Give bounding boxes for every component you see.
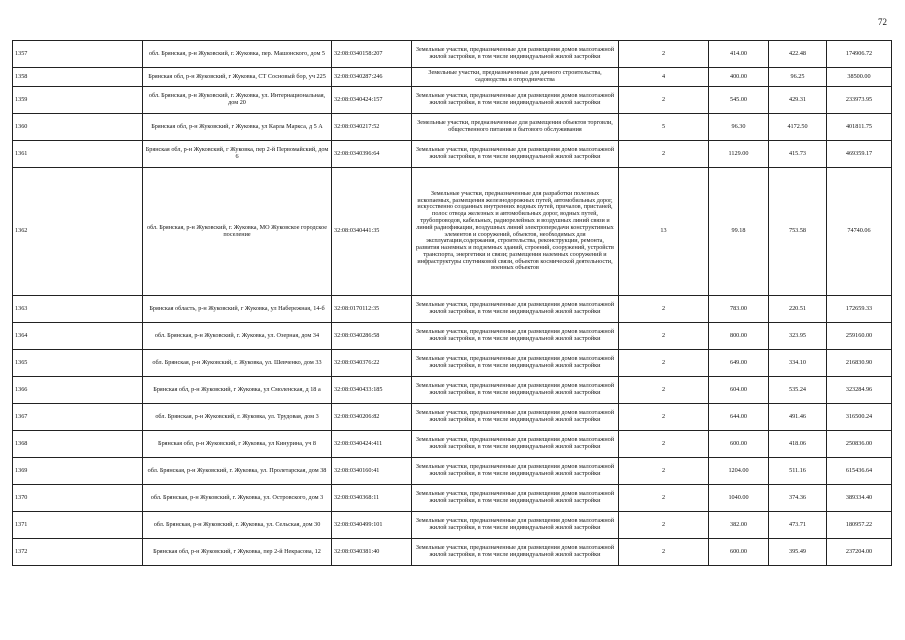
row-number: 1357 [13,41,143,68]
cadastral-number-cell: 32:08:0170112:35 [332,296,412,323]
row-number: 1367 [13,404,143,431]
zone-group-cell: 2 [619,485,709,512]
zone-group-cell: 2 [619,296,709,323]
area-cell: 1204.00 [709,458,769,485]
table-row [13,168,892,296]
area-cell: 96.30 [709,114,769,141]
unit-value-cell: 422.48 [769,41,827,68]
cadastral-number-cell: 32:08:0340158:207 [332,41,412,68]
row-number: 1366 [13,377,143,404]
row-number: 1365 [13,350,143,377]
land-use-cell: Земельные участки, предназначенные для дачного строительства, садоводства и огородничества [412,68,619,87]
cadastral-number-cell: 32:08:0340368:11 [332,485,412,512]
page-number: 72 [878,17,887,27]
cadastral-value-cell: 401811.75 [827,114,892,141]
land-use-cell: Земельные участки, предназначенные для размещения домов малоэтажной жилой застройки, в том числе индивидуальной жилой застройки [412,539,619,566]
land-use-cell: Земельные участки, предназначенные для размещения объектов торговли, общественного питания и бытового обслуживания [412,114,619,141]
unit-value-cell: 511.16 [769,458,827,485]
cadastral-number-cell: 32:08:0340499:101 [332,512,412,539]
zone-group-cell: 2 [619,431,709,458]
cadastral-value-cell: 180957.22 [827,512,892,539]
address-cell: обл. Брянская, р-н Жуковский, г. Жуковка, ул. Интернациональная, дом 20 [143,87,332,114]
cadastral-value-cell: 250836.00 [827,431,892,458]
unit-value-cell: 334.10 [769,350,827,377]
land-use-cell: Земельные участки, предназначенные для размещения домов малоэтажной жилой застройки, в том числе индивидуальной жилой застройки [412,323,619,350]
table-row [13,350,892,377]
zone-group-cell: 2 [619,87,709,114]
area-cell: 600.00 [709,539,769,566]
row-number: 1363 [13,296,143,323]
land-use-cell: Земельные участки, предназначенные для разработки полезных ископаемых, размещения железнодорожных путей, автомобильных дорог, искусственно созданных внутренних водных путей, причалов, пристаней, полос отвода железных и автомобильных дорог, водных путей, трубопроводов, кабельных, радиорелейных и воздушных линий связи и линий радиофикации, воздушных линий электропередачи конструктивных элементов и сооружений, объектов, необходимых для эксплуатации,содержания, строительства, реконструкции, ремонта, развития наземных и подземных зданий, строений, сооружений, устройств транспорта, энергетики и связи; размещения наземных сооружений и инфраструктуры спутниковой связи, объектов космической деятельности, военных объектов [412,168,619,296]
area-cell: 600.00 [709,431,769,458]
row-number: 1364 [13,323,143,350]
row-number: 1369 [13,458,143,485]
unit-value-cell: 415.73 [769,141,827,168]
unit-value-cell: 374.36 [769,485,827,512]
row-number: 1358 [13,68,143,87]
land-use-cell: Земельные участки, предназначенные для размещения домов малоэтажной жилой застройки, в том числе индивидуальной жилой застройки [412,377,619,404]
table-row [13,296,892,323]
address-cell: обл. Брянская, р-н Жуковский, г. Жуковка, ул. Сельская, дом 30 [143,512,332,539]
cadastral-number-cell: 32:08:0340396:64 [332,141,412,168]
land-use-cell: Земельные участки, предназначенные для размещения домов малоэтажной жилой застройки, в том числе индивидуальной жилой застройки [412,87,619,114]
cadastral-value-cell: 316500.24 [827,404,892,431]
address-cell: Брянская обл, р-н Жуковский, г Жуковка, ул Смоленская, д 18 а [143,377,332,404]
area-cell: 400.00 [709,68,769,87]
zone-group-cell: 2 [619,141,709,168]
address-cell: обл. Брянская, р-н Жуковский, г. Жуковка, ул. Островского, дом 3 [143,485,332,512]
address-cell: Брянская обл, р-н Жуковский, г Жуковка, ул Карла Маркса, д 5 А [143,114,332,141]
unit-value-cell: 491.46 [769,404,827,431]
zone-group-cell: 13 [619,168,709,296]
table-row [13,404,892,431]
land-use-cell: Земельные участки, предназначенные для размещения домов малоэтажной жилой застройки, в том числе индивидуальной жилой застройки [412,350,619,377]
row-number: 1360 [13,114,143,141]
cadastral-value-cell: 389334.40 [827,485,892,512]
land-use-cell: Земельные участки, предназначенные для размещения домов малоэтажной жилой застройки, в том числе индивидуальной жилой застройки [412,296,619,323]
address-cell: Брянская обл, р-н Жуковский, г Жуковка, пер 2-й Первомайский, дом 6 [143,141,332,168]
area-cell: 644.00 [709,404,769,431]
cadastral-number-cell: 32:08:0340433:185 [332,377,412,404]
zone-group-cell: 2 [619,458,709,485]
table-row [13,141,892,168]
address-cell: Брянская обл, р-н Жуковский, г Жуковка, пер 2-й Некрасова, 12 [143,539,332,566]
zone-group-cell: 2 [619,350,709,377]
cadastral-value-cell: 323284.96 [827,377,892,404]
address-cell: обл. Брянская, р-н Жуковский, г. Жуковка, МО Жуковское городское поселение [143,168,332,296]
cadastral-number-cell: 32:08:0340206:82 [332,404,412,431]
table-row [13,485,892,512]
cadastral-number-cell: 32:08:0340160:41 [332,458,412,485]
cadastral-value-cell: 172659.33 [827,296,892,323]
land-use-cell: Земельные участки, предназначенные для размещения домов малоэтажной жилой застройки, в том числе индивидуальной жилой застройки [412,431,619,458]
address-cell: обл. Брянская, р-н Жуковский, г. Жуковка, ул. Пролетарская, дом 38 [143,458,332,485]
row-number: 1370 [13,485,143,512]
unit-value-cell: 753.58 [769,168,827,296]
area-cell: 1040.00 [709,485,769,512]
land-registry-table [12,40,892,566]
area-cell: 649.00 [709,350,769,377]
address-cell: Брянская область, р-н Жуковский, г Жуковка, ул Набережная, 14-б [143,296,332,323]
cadastral-number-cell: 32:08:0340287:246 [332,68,412,87]
unit-value-cell: 4172.50 [769,114,827,141]
area-cell: 414.00 [709,41,769,68]
cadastral-value-cell: 615436.64 [827,458,892,485]
table-body [13,41,892,566]
zone-group-cell: 5 [619,114,709,141]
cadastral-number-cell: 32:08:0340441:35 [332,168,412,296]
zone-group-cell: 2 [619,539,709,566]
cadastral-number-cell: 32:08:0340424:411 [332,431,412,458]
zone-group-cell: 2 [619,404,709,431]
unit-value-cell: 395.49 [769,539,827,566]
address-cell: Брянская обл, р-н Жуковский, г Жуковка, ул Кинурина, уч 8 [143,431,332,458]
cadastral-value-cell: 233973.95 [827,87,892,114]
table-row [13,68,892,87]
row-number: 1362 [13,168,143,296]
area-cell: 1129.00 [709,141,769,168]
land-use-cell: Земельные участки, предназначенные для размещения домов малоэтажной жилой застройки, в том числе индивидуальной жилой застройки [412,404,619,431]
zone-group-cell: 4 [619,68,709,87]
cadastral-number-cell: 32:08:0340381:40 [332,539,412,566]
table-row [13,512,892,539]
address-cell: обл. Брянская, р-н Жуковский, г. Жуковка, ул. Шевченко, дом 33 [143,350,332,377]
zone-group-cell: 2 [619,323,709,350]
zone-group-cell: 2 [619,512,709,539]
area-cell: 604.00 [709,377,769,404]
cadastral-number-cell: 32:08:0340376:22 [332,350,412,377]
area-cell: 783.00 [709,296,769,323]
unit-value-cell: 418.06 [769,431,827,458]
address-cell: Брянская обл, р-н Жуковский, г Жуковка, СТ Сосновый бор, уч 225 [143,68,332,87]
cadastral-value-cell: 74740.06 [827,168,892,296]
unit-value-cell: 535.24 [769,377,827,404]
cadastral-value-cell: 237204.00 [827,539,892,566]
row-number: 1359 [13,87,143,114]
table-row [13,323,892,350]
row-number: 1361 [13,141,143,168]
table-row [13,41,892,68]
cadastral-number-cell: 32:08:0340424:157 [332,87,412,114]
table-row [13,539,892,566]
zone-group-cell: 2 [619,377,709,404]
address-cell: обл. Брянская, р-н Жуковский, г. Жуковка, пер. Машонского, дом 5 [143,41,332,68]
land-use-cell: Земельные участки, предназначенные для размещения домов малоэтажной жилой застройки, в том числе индивидуальной жилой застройки [412,41,619,68]
address-cell: обл. Брянская, р-н Жуковский, г. Жуковка, ул. Трудовая, дом 3 [143,404,332,431]
table-row [13,114,892,141]
unit-value-cell: 220.51 [769,296,827,323]
zone-group-cell: 2 [619,41,709,68]
address-cell: обл. Брянская, р-н Жуковский, г. Жуковка, ул. Озерная, дом 34 [143,323,332,350]
row-number: 1368 [13,431,143,458]
area-cell: 800.00 [709,323,769,350]
area-cell: 545.00 [709,87,769,114]
land-use-cell: Земельные участки, предназначенные для размещения домов малоэтажной жилой застройки, в том числе индивидуальной жилой застройки [412,512,619,539]
row-number: 1372 [13,539,143,566]
land-use-cell: Земельные участки, предназначенные для размещения домов малоэтажной жилой застройки, в том числе индивидуальной жилой застройки [412,485,619,512]
unit-value-cell: 323.95 [769,323,827,350]
unit-value-cell: 96.25 [769,68,827,87]
cadastral-value-cell: 174906.72 [827,41,892,68]
area-cell: 99.18 [709,168,769,296]
cadastral-number-cell: 32:08:0340217:52 [332,114,412,141]
table-row [13,458,892,485]
row-number: 1371 [13,512,143,539]
unit-value-cell: 473.71 [769,512,827,539]
table-row [13,431,892,458]
cadastral-value-cell: 469359.17 [827,141,892,168]
unit-value-cell: 429.31 [769,87,827,114]
land-use-cell: Земельные участки, предназначенные для размещения домов малоэтажной жилой застройки, в том числе индивидуальной жилой застройки [412,141,619,168]
area-cell: 382.00 [709,512,769,539]
cadastral-value-cell: 38500.00 [827,68,892,87]
cadastral-number-cell: 32:08:0340286:58 [332,323,412,350]
table-row [13,377,892,404]
cadastral-value-cell: 216830.90 [827,350,892,377]
table-row [13,87,892,114]
land-use-cell: Земельные участки, предназначенные для размещения домов малоэтажной жилой застройки, в том числе индивидуальной жилой застройки [412,458,619,485]
cadastral-value-cell: 259160.00 [827,323,892,350]
